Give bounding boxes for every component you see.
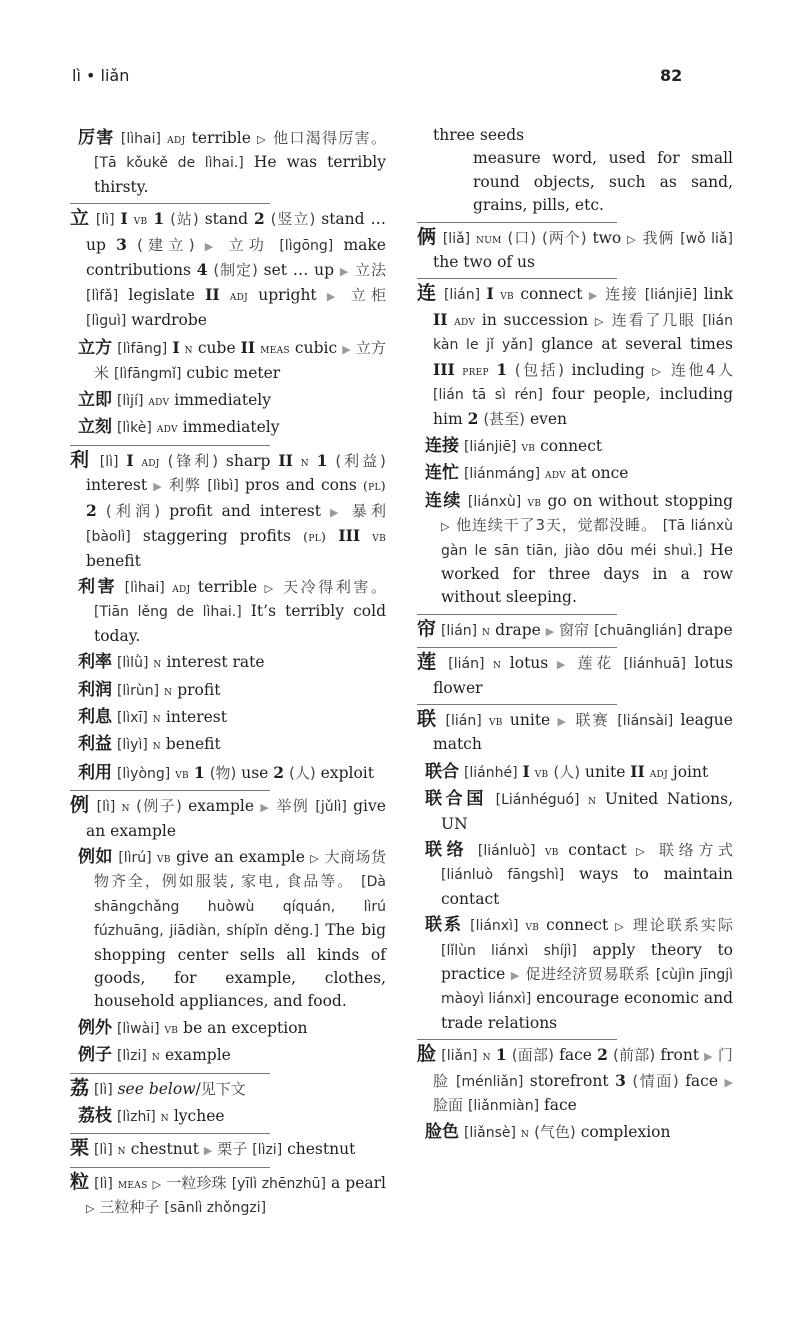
- dictionary-headword-entry: 利 [lì] I adj (锋利) sharp II n 1 (利益) interest ▶ 利弊 [lìbì] pros and cons (pl) 2 (利润) profit and interest ▶ 暴利 [bàolì] staggering profits (pl) III vb benefit: [70, 448, 386, 570]
- filled-triangle-icon: ▶: [510, 969, 520, 982]
- dictionary-compound-entry: 利率 [lìlǜ] n interest rate: [78, 652, 265, 673]
- pinyin: [chuānglián]: [594, 622, 683, 639]
- headword: 利率: [78, 652, 112, 673]
- headword: 立刻: [78, 417, 112, 438]
- pinyin: [lì]: [94, 1175, 113, 1192]
- pinyin: [Tā kǒukě de lìhai.]: [94, 155, 244, 172]
- headword: 莲: [417, 651, 440, 674]
- filled-triangle-icon: ▶: [724, 1075, 733, 1089]
- pinyin: [lián]: [443, 287, 481, 304]
- dictionary-headword-entry: 帘 [lián] n drape ▶ 窗帘 [chuānglián] drape: [417, 617, 733, 640]
- part-of-speech: n: [184, 341, 193, 357]
- dictionary-headword-entry: 立 [lì] I vb 1 (站) stand 2 (竖立) stand … up 3 (建立) ▶ 立功 [lìgōng] make contributions 4 (制定) set … up ▶ 立法 [lìfǎ] legislate II adj upright ▶ 立柜 [lìguì] wardrobe: [70, 207, 386, 329]
- pinyin: [Tā liánxù gàn le sān tiān, jiào dōu méi shuì.]: [441, 518, 733, 559]
- pinyin: [sānlì zhǒngzi]: [164, 1200, 267, 1217]
- dictionary-compound-entry: 立方 [lìfāng] I n cube II meas cubic ▶ 立方米 [lìfāngmǐ] cubic meter: [78, 338, 386, 382]
- part-of-speech: n: [153, 655, 162, 671]
- dictionary-compound-entry: 例外 [lìwài] vb be an exception: [78, 1017, 308, 1038]
- dictionary-compound-entry: 联合国 [Liánhéguó] n United Nations, UN: [425, 789, 734, 833]
- part-of-speech: adv: [454, 312, 476, 328]
- part-of-speech: vb: [545, 842, 559, 858]
- dictionary-headword-entry: 联 [lián] vb unite ▶ 联赛 [liánsài] league match: [417, 707, 733, 754]
- pinyin: [lìzhī]: [116, 1109, 156, 1126]
- part-of-speech: n: [588, 792, 597, 808]
- open-triangle-icon: ▷: [652, 364, 664, 378]
- headword: 脸色: [425, 1122, 459, 1143]
- entry-divider: [70, 203, 270, 204]
- pinyin: [liánluò fāngshì]: [441, 867, 565, 884]
- filled-triangle-icon: ▶: [588, 289, 599, 303]
- filled-triangle-icon: ▶: [153, 480, 163, 494]
- headword: 利用: [78, 762, 112, 783]
- headword: 利润: [78, 679, 112, 700]
- filled-triangle-icon: ▶: [330, 505, 343, 519]
- headword: 连忙: [425, 463, 459, 484]
- pinyin: [lìhai]: [120, 131, 161, 147]
- headword: 例子: [78, 1045, 112, 1066]
- open-triangle-icon: ▷: [627, 232, 637, 246]
- entry-divider: [417, 614, 617, 615]
- pinyin: [liǎ]: [442, 230, 471, 247]
- part-of-speech: vb: [372, 529, 386, 545]
- dictionary-headword-entry: 莲 [lián] n lotus ▶ 莲花 [liánhuā] lotus flower: [417, 651, 733, 697]
- dictionary-headword-entry: 脸 [liǎn] n 1 (面部) face 2 (前部) front ▶ 门脸 [ménliǎn] storefront 3 (情面) face ▶ 脸面 [liǎnmiàn] face: [417, 1043, 733, 1115]
- dictionary-headword-entry: 例 [lì] n (例子) example ▶ 举例 [jǔlì] give an example: [70, 794, 386, 840]
- entry-divider: [70, 790, 270, 791]
- part-of-speech: n: [160, 1109, 169, 1125]
- headword: 栗: [70, 1137, 90, 1160]
- entry-divider: [417, 278, 617, 279]
- pinyin: [lǐlùn liánxì shíjì]: [441, 942, 577, 959]
- pinyin: [liánjiē]: [463, 438, 517, 455]
- pinyin: [liánxì]: [470, 918, 519, 935]
- pinyin: [lìlǜ]: [116, 655, 149, 672]
- running-head: lì • liǎn: [72, 66, 130, 85]
- open-triangle-icon: ▷: [636, 844, 650, 858]
- part-of-speech: vb: [157, 849, 171, 865]
- pinyin: [lìfǎ]: [86, 288, 119, 305]
- dictionary-headword-entry: 栗 [lì] n chestnut ▶ 栗子 [lìzi] chestnut: [70, 1137, 356, 1160]
- part-of-speech: vb: [164, 1020, 179, 1036]
- headword: 俩: [417, 225, 437, 248]
- pinyin: [lián]: [445, 712, 482, 729]
- part-of-speech: vb: [534, 764, 549, 780]
- pinyin: [lìjí]: [116, 393, 144, 410]
- dictionary-compound-entry: 联合 [liánhé] I vb (人) unite II adj joint: [425, 761, 709, 782]
- part-of-speech: n: [164, 682, 173, 698]
- headword: 例: [70, 794, 91, 817]
- pinyin: [lì]: [96, 799, 116, 816]
- pinyin: [lìfāngmǐ]: [113, 365, 182, 382]
- dictionary-compound-entry: 利益 [lìyì] n benefit: [78, 734, 221, 755]
- headword: 利: [70, 448, 92, 471]
- part-of-speech: adj: [167, 131, 186, 146]
- headword: 利害: [78, 576, 118, 597]
- pinyin: [lián]: [448, 656, 485, 673]
- dictionary-compound-entry: 例子 [lìzi] n example: [78, 1045, 231, 1066]
- pinyin: [wǒ liǎ]: [680, 230, 733, 247]
- pinyin: [liǎnmiàn]: [467, 1098, 540, 1115]
- filled-triangle-icon: ▶: [556, 658, 569, 672]
- filled-triangle-icon: ▶: [204, 239, 219, 253]
- part-of-speech: n: [493, 656, 502, 672]
- headword: 粒: [70, 1170, 90, 1193]
- pinyin: [Dà shāngchǎng huòwù qíquán, lìrú fúzhuāng, jiādiàn, shípǐn děng.]: [94, 874, 386, 940]
- headword: 联络: [425, 839, 469, 860]
- part-of-speech: (pl): [303, 529, 327, 545]
- part-of-speech: vb: [175, 765, 189, 781]
- part-of-speech: vb: [488, 712, 503, 728]
- part-of-speech: adv: [545, 466, 566, 482]
- part-of-speech: adj: [229, 288, 249, 304]
- entry-divider: [417, 647, 617, 648]
- pinyin: [cùjìn jīngjì màoyì liánxì]: [441, 967, 733, 1008]
- pinyin: [lì]: [93, 1081, 113, 1098]
- dictionary-compound-entry: 立即 [lìjí] adv immediately: [78, 390, 272, 411]
- part-of-speech: n: [121, 799, 130, 815]
- dictionary-compound-entry: 利害 [lìhai] adj terrible ▷ 天冷得利害。 [Tiān lěng de lìhai.] It’s terribly cold today.: [78, 576, 386, 645]
- pinyin: [liánhuā]: [623, 656, 686, 673]
- dictionary-compound-entry: 脸色 [liǎnsè] n (气色) complexion: [425, 1122, 671, 1143]
- headword: 例如: [78, 846, 113, 867]
- headword: 联: [417, 707, 439, 730]
- part-of-speech: (pl): [363, 478, 386, 494]
- pinyin: [lìzi]: [116, 1048, 147, 1065]
- open-triangle-icon: ▷: [441, 520, 451, 534]
- pinyin: [lìyòng]: [116, 765, 171, 782]
- filled-triangle-icon: ▶: [203, 1144, 213, 1158]
- pinyin: [liánmáng]: [463, 466, 541, 483]
- dictionary-compound-entry: 联系 [liánxì] vb connect ▷ 理论联系实际 [lǐlùn liánxì shíjì] apply theory to practice ▶ 促进经济贸易联系 [cùjìn jīngjì màoyì liánxì] encourage economic and trade relations: [425, 915, 734, 1032]
- headword: 立: [70, 207, 90, 230]
- dictionary-compound-entry: 连接 [liánjiē] vb connect: [425, 435, 603, 456]
- pinyin: [lìbì]: [207, 478, 239, 495]
- headword: 利息: [78, 706, 112, 727]
- dictionary-compound-entry: 利息 [lìxī] n interest: [78, 706, 227, 727]
- pinyin: [lián tā sì rén]: [433, 387, 543, 404]
- entry-divider: [70, 1073, 270, 1074]
- page-number: 82: [660, 66, 683, 85]
- part-of-speech: n: [520, 1125, 530, 1141]
- pinyin: [liánjiē]: [644, 287, 698, 304]
- pinyin: [lìrùn]: [116, 682, 160, 699]
- pinyin: [liánhé]: [463, 764, 518, 781]
- open-triangle-icon: ▷: [152, 1177, 162, 1191]
- dictionary-entry-continuation: three seeds: [433, 126, 525, 144]
- pinyin: [Tiān lěng de lìhai.]: [94, 604, 242, 621]
- open-triangle-icon: ▷: [257, 133, 267, 146]
- entry-divider: [70, 445, 270, 446]
- dictionary-headword-entry: 俩 [liǎ] num (口) (两个) two ▷ 我俩 [wǒ liǎ] the two of us: [417, 225, 733, 272]
- dictionary-compound-entry: 联络 [liánluò] vb contact ▷ 联络方式 [liánluò fāngshì] ways to maintain contact: [425, 839, 733, 908]
- pinyin: [yīlì zhēnzhū]: [231, 1175, 326, 1192]
- headword: 联合: [425, 761, 459, 782]
- pinyin: [lìfāng]: [117, 341, 168, 358]
- dictionary-headword-entry: 荔 [lì] see below/见下文: [70, 1076, 246, 1099]
- part-of-speech: n: [300, 453, 309, 469]
- filled-triangle-icon: ▶: [339, 265, 350, 279]
- pinyin: [liánxù]: [467, 493, 522, 510]
- pinyin: [lián kàn le jǐ yǎn]: [433, 312, 734, 354]
- part-of-speech: n: [117, 1142, 126, 1158]
- right-column: [417, 124, 733, 1146]
- pinyin: [lìxī]: [116, 709, 148, 726]
- part-of-speech: vb: [527, 493, 542, 509]
- entry-divider: [70, 1167, 270, 1168]
- open-triangle-icon: ▷: [615, 920, 626, 934]
- dictionary-compound-entry: 厉害 [lìhai] adj terrible ▷ 他口渴得厉害。 [Tā kǒukě de lìhai.] He was terribly thirsty.: [78, 128, 386, 196]
- filled-triangle-icon: ▶: [342, 343, 351, 357]
- part-of-speech: vb: [521, 438, 536, 454]
- pinyin: [lì]: [99, 453, 119, 470]
- entry-divider: [70, 1133, 270, 1134]
- headword: 连: [417, 282, 438, 305]
- part-of-speech: n: [151, 1048, 161, 1064]
- pinyin: [lìhai]: [124, 579, 165, 596]
- dictionary-compound-entry: 例如 [lìrú] vb give an example ▷ 大商场货物齐全，例如服装, 家电, 食品等。 [Dà shāngchǎng huòwù qíquán, lìrú fúzhuāng, jiādiàn, shípǐn děng.] The big shopping center sells all kinds of goods, for example, clothes, household appliances, and food.: [78, 846, 386, 1011]
- dictionary-compound-entry: 连忙 [liánmáng] adv at once: [425, 463, 629, 484]
- open-triangle-icon: ▷: [594, 314, 606, 328]
- open-triangle-icon: ▷: [264, 581, 276, 595]
- part-of-speech: vb: [525, 918, 540, 934]
- pinyin: [lìguì]: [86, 312, 127, 329]
- filled-triangle-icon: ▶: [557, 714, 569, 728]
- part-of-speech: vb: [500, 287, 514, 303]
- pinyin: [liǎnsè]: [463, 1125, 516, 1142]
- pinyin: [ménliǎn]: [456, 1073, 524, 1090]
- filled-triangle-icon: ▶: [704, 1050, 713, 1064]
- dictionary-compound-entry: 连续 [liánxù] vb go on without stopping ▷ 他连续干了3天，觉都没睡。 [Tā liánxù gàn le sān tiān, jiào dōu méi shuì.] He worked for three days in a row without sleeping.: [425, 490, 734, 607]
- pinyin: [lìkè]: [116, 420, 152, 437]
- open-triangle-icon: ▷: [86, 1202, 95, 1216]
- entry-divider: [417, 704, 617, 705]
- dictionary-compound-entry: 荔枝 [lìzhī] n lychee: [78, 1106, 225, 1127]
- part-of-speech: adj: [172, 579, 191, 595]
- pinyin: [liǎn]: [441, 1048, 478, 1065]
- headword: 帘: [417, 617, 437, 640]
- part-of-speech: n: [482, 622, 491, 638]
- headword: 利益: [78, 734, 112, 755]
- part-of-speech: adv: [156, 420, 178, 436]
- headword: 连接: [425, 435, 459, 456]
- headword: 联系: [425, 915, 464, 936]
- dictionary-compound-entry: 利用 [lìyòng] vb 1 (物) use 2 (人) exploit: [78, 762, 374, 783]
- pinyin: [lìrú]: [118, 849, 152, 866]
- headword: 荔枝: [78, 1106, 112, 1127]
- pinyin: [lián]: [440, 622, 478, 639]
- headword: 脸: [417, 1043, 437, 1066]
- dictionary-compound-entry: 立刻 [lìkè] adv immediately: [78, 417, 280, 438]
- headword: 立即: [78, 390, 112, 411]
- dictionary-headword-entry: 连 [lián] I vb connect ▶ 连接 [liánjiē] link II adv in succession ▷ 连看了几眼 [lián kàn le jǐ yǎn] glance at several times III prep 1 (包括) including ▷ 连他4人 [lián tā sì rén] four people, including him 2 (甚至) even: [417, 282, 734, 429]
- part-of-speech: meas: [260, 341, 290, 357]
- pinyin: [lì]: [93, 1142, 113, 1159]
- part-of-speech: prep: [462, 362, 489, 378]
- part-of-speech: adj: [141, 453, 160, 469]
- dictionary-headword-entry: 粒 [lì] meas ▷ 一粒珍珠 [yīlì zhēnzhū] a pearl ▷ 三粒种子 [sānlì zhǒngzi]: [70, 1170, 386, 1217]
- dictionary-entry-continuation: measure word, used for small round objects, such as sand, grains, pills, etc.: [473, 149, 733, 215]
- pinyin: [lìyì]: [116, 737, 148, 754]
- headword: 联合国: [425, 789, 488, 810]
- part-of-speech: num: [476, 230, 502, 246]
- part-of-speech: adj: [649, 764, 668, 780]
- part-of-speech: meas: [117, 1175, 148, 1191]
- headword: 立方: [78, 338, 113, 359]
- part-of-speech: n: [152, 709, 161, 725]
- headword: 例外: [78, 1017, 112, 1038]
- pinyin: [liánluò]: [477, 842, 536, 859]
- pinyin: [lìzi]: [252, 1142, 283, 1159]
- pinyin: [liánsài]: [617, 712, 674, 729]
- pinyin: [bàolì]: [86, 529, 131, 546]
- headword: 荔: [70, 1076, 90, 1099]
- open-triangle-icon: ▷: [310, 851, 320, 865]
- part-of-speech: vb: [133, 212, 148, 228]
- filled-triangle-icon: ▶: [545, 624, 555, 638]
- pinyin: [Liánhéguó]: [495, 792, 580, 809]
- pinyin: [jǔlì]: [315, 799, 347, 816]
- pinyin: [lì]: [95, 212, 115, 229]
- filled-triangle-icon: ▶: [260, 801, 271, 815]
- part-of-speech: adv: [148, 393, 170, 409]
- filled-triangle-icon: ▶: [326, 290, 341, 304]
- headword: 连续: [425, 490, 462, 511]
- part-of-speech: n: [152, 737, 161, 753]
- entry-divider: [417, 222, 617, 223]
- pinyin: [lìgōng]: [279, 237, 334, 254]
- pinyin: [lìwài]: [116, 1020, 160, 1037]
- headword: 厉害: [78, 128, 115, 148]
- dictionary-compound-entry: 利润 [lìrùn] n profit: [78, 679, 221, 700]
- left-column: [70, 124, 386, 1221]
- part-of-speech: n: [482, 1048, 491, 1064]
- entry-divider: [417, 1039, 617, 1040]
